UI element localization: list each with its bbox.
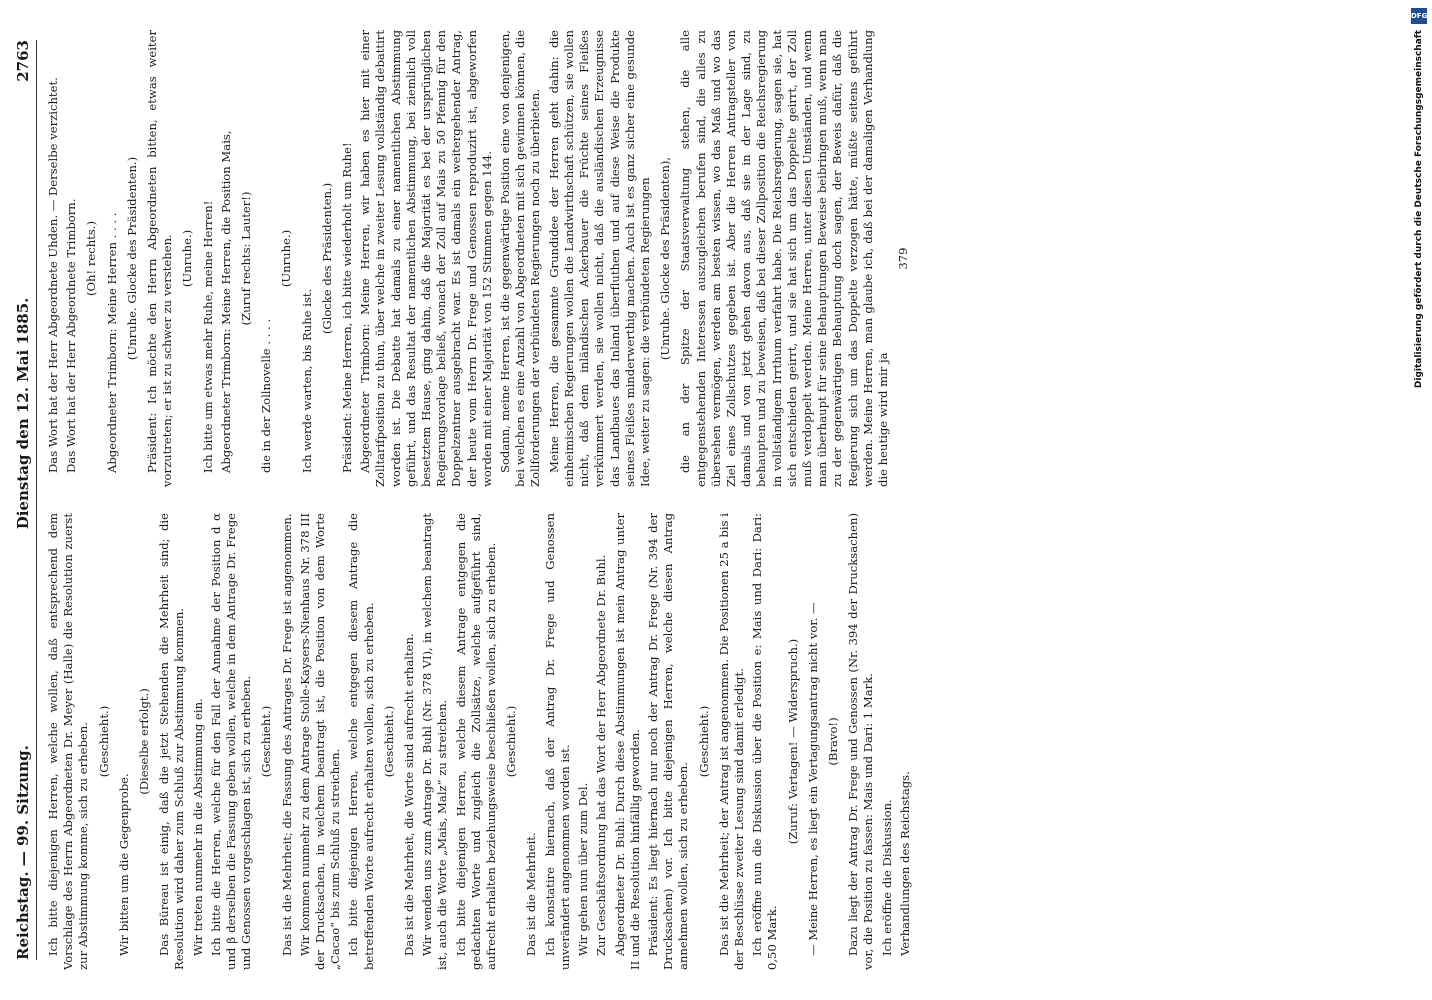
paragraph: Wir gehen nun über zum Del. [576,782,591,956]
paragraph: (Geschieht.) [504,705,519,778]
paragraph: Ich eröffne die Diskussion. [879,799,894,956]
paragraph: Ich bitte diejenigen Herren, welche diesem Antrage entgegen die gedachten Worte und zugleich die Zollsätze, welche aufgeführt sind, aufrecht erhalten beziehungsweise beschließen wollen, sich zu erheben. [453,513,499,970]
paragraph: Das Wort hat der Herr Abgeordnete Trimborn. [64,198,79,473]
paragraph: (Unruhe.) [180,229,195,288]
left-column [46,513,1355,970]
page-header [12,40,37,960]
paragraph: Abgeordneter Trimborn: Meine Herren . . . . [104,212,119,473]
right-column [46,30,1355,487]
paragraph: Sodann, meine Herren, ist die gegenwärtige Position eine von denjenigen, bei welchen es eine Anzahl von Abgeordneten mit sich gewinnen können, die Zollforderungen der verbündeten Regierungen noch zu überbieten. [498,30,543,487]
paragraph: Das ist die Mehrheit; der Antrag ist angenommen. Die Positionen 25 a bis i der Beschlüsse zweiter Lesung sind damit erledigt. [716,513,746,970]
paragraph: (Geschieht.) [381,705,396,778]
paragraph: die in der Zollnovelle . . . . [259,318,274,473]
paragraph: Das Wort hat der Herr Abgeordnete Uhden. — Derselbe verzichtet. [46,77,60,473]
paragraph: Das ist die Mehrheit, die Worte sind aufrecht erhalten. [402,633,417,956]
paragraph: Ich bitte diejenigen Herren, welche wollen, daß entsprechend dem Vorschlage des Herrn Abgeordneten Dr. Meyer (Halle) die Resolution zuerst zur Abstimmung komme, sich zu erheben. [46,513,91,970]
dfg-sidebar [1410,8,1428,998]
paragraph: Zur Geschäftsordnung hat das Wort der Herr Abgeordnete Dr. Buhl. [594,554,609,956]
paragraph: (Dieselbe erfolgt.) [137,688,152,795]
paragraph: die an der Spitze der Staatsverwaltung stehen, die alle entgegenstehenden Interessen auszugleichen berufen sind, die alles zu übersehen vermögen, werden am besten wissen, wo das Maß und wo das Ziel eines Zollschutzes gegeben ist. Aber die Herren Antragsteller von damals und von jetzt gehen davon aus, daß sie in der Lage sind, zu behaupten und zu beweisen, daß bei dieser Zollposition die Reichsregierung in vollständigem Irrthum verfahrt habe. Die Reichsregierung, sagen sie, hat sich entschieden geirrt, und sie hat sich um das Doppelte geirrt, der Zoll muß verdoppelt werden. Meine Herren, unter diesen Umständen, und wenn man überhaupt für seine Behauptungen Beweise beibringen muß, wenn man zu der gegenwärtigen Behauptung doch sagen, der Beweis dafür, daß die Regierung sich um das Doppelte verzogen hätte, müßte seitens geführt werden. Meine Herren, man glaube ich, daß bei der damaligen Verhandlung die heutige wird mir ja [678,30,890,487]
paragraph: (Glocke des Präsidenten.) [319,182,334,335]
paragraph: Wir bitten um die Gegenprobe. [116,773,131,956]
paragraph: Dazu liegt der Antrag Dr. Frege und Genossen (Nr. 394 der Drucksachen) vor, die Position zu fassen: Mais und Dari: 1 Mark. [846,513,876,970]
paragraph: (Unruhe.) [279,229,294,288]
paragraph: Ich konstatire hiernach, daß der Antrag Dr. Frege und Genossen unverändert angenommen worden ist. [542,513,572,970]
paragraph: — Meine Herren, es liegt ein Vertagungsantrag nicht vor. — [805,602,820,956]
paragraph: (Geschieht.) [696,705,711,778]
paragraph: Ich bitte die Herren, welche für den Fall der Annahme der Position d α und β derselben die Fassung geben wollen, welche in dem Antrage Dr. Frege und Genossen vorgeschlagen ist, sich zu erheben. [208,513,254,970]
paragraph: Abgeordneter Trimborn: Meine Herren, wir haben es hier mit einer Zolltarifposition zu thun, über welche in zweiter Lesung vollständig debattirt worden ist. Die Debatte hat damals zu einer namentlichen Abstimmung geführt, und das Resultat der namentlichen Abstimmung, bei ziemlich voll besetztem Hause, ging dahin, daß die Majorität es bei der ursprünglichen Regierungsvorlage beließ, wonach der Zoll auf Mais zu 50 Pfennig für den Doppelzentner ausgebracht war. Es ist damals ein weitergehender Antrag, der heute vom Herrn Dr. Frege und Genossen reproduzirt ist, abgeworfen worden mit einer Majorität von 152 Stimmen gegen 144. [358,30,494,487]
header-center: Dienstag den 12. Mai 1885. [14,297,32,530]
paragraph: Präsident: Es liegt hiernach nur noch der Antrag Dr. Frege (Nr. 394 der Drucksachen) vor. Ich bitte diejenigen Herren, welche diesen Antrag annehmen wollen, sich zu erheben. [645,513,691,970]
paragraph: Wir wenden uns zum Antrage Dr. Buhl (Nr. 378 VI), in welchem beantragt ist, auch die Worte „Mais, Malz“ zu streichen. [420,513,450,970]
text-columns [46,30,1355,970]
paragraph: Abgeordneter Dr. Buhl: Durch diese Abstimmungen ist mein Antrag unter II und die Resolution hinfällig geworden. [612,513,642,970]
paragraph: Präsident: Ich möchte den Herrn Abgeordneten bitten, etwas weiter vorzutreten; er ist zu schwer zu verstehen. [145,30,175,487]
paragraph: Präsident: Meine Herren, ich bitte wiederholt um Ruhe! [340,142,355,473]
paragraph: Ich werde warten, bis Ruhe ist. [299,288,314,473]
paragraph: Ich eröffne nun die Diskussion über die Position e: Mais und Dari: Dari: 0,50 Mark. [750,513,780,970]
header-page-number: 2763 [14,40,32,82]
paragraph: (Unruhe. Glocke des Präsidenten), [658,156,673,361]
paragraph: (Zuruf: Vertagen! — Widerspruch.) [785,638,800,845]
paragraph: Wir kommen nunmehr zu dem Antrage Stolle-Kaysers-Nienhaus Nr. 378 III der Drucksachen, in welchem beantragt ist, die Position von dem Worte „Cacao“ bis zum Schluß zu streichen. [297,513,343,970]
paragraph: (Oh! rechts.) [84,220,99,297]
paragraph: Das ist die Mehrheit; die Fassung des Antrages Dr. Frege ist angenommen. [279,513,294,956]
paragraph: Ich bitte um etwas mehr Ruhe, meine Herren! [200,200,215,473]
paragraph: Ich bitte diejenigen Herren, welche entgegen diesem Antrage die betreffenden Worte aufrecht erhalten wollen, sich zu erheben. [346,513,376,970]
paragraph: Das Büreau ist einig, daß die jetzt Stehenden die Mehrheit sind; die Resolution wird daher zum Schluß zur Abstimmung kommen. [157,513,187,970]
paragraph: (Geschieht.) [96,705,111,778]
paragraph: Das ist die Mehrheit. [524,832,539,956]
paragraph: Abgeordneter Trimborn: Meine Herren, die Position Mais, [218,130,233,473]
paragraph: Wir treten nunmehr in die Abstimmung ein. [190,698,205,956]
paragraph: (Zuruf rechts: Lauter!) [239,191,254,326]
paragraph: (Geschieht.) [259,705,274,778]
paragraph: (Unruhe. Glocke des Präsidenten.) [124,156,139,361]
header-left: Reichstag. — 99. Sitzung. [14,745,32,960]
dfg-logo: DFG [1411,8,1427,24]
paragraph: Meine Herren, die gesammte Grundidee der Herren geht dahin: die einheimischen Regierungen wollen die Landwirthschaft schützen, sie wollen nicht, daß dem inländischen Ackerbauer die Früchte seines Fleißes verkümmert werden, sie wollen nicht, daß die ausländischen Erzeugnisse das Landbaues das Inland überfluthen und auf diese Weise die Produkte seines Fleißes minderwerthig machen. Auch ist es ganz sicher eine gesunde Idee, weiter zu sagen: die verbündeten Regierungen [546,30,652,487]
paragraph: Verhandlungen des Reichstags. [897,771,912,956]
dfg-funding-note: Digitalisierung gefördert durch die Deutsche Forschungsgemeinschaft [1414,30,1424,389]
paragraph: (Bravo!) [825,717,840,766]
paragraph: 379 [896,247,911,270]
